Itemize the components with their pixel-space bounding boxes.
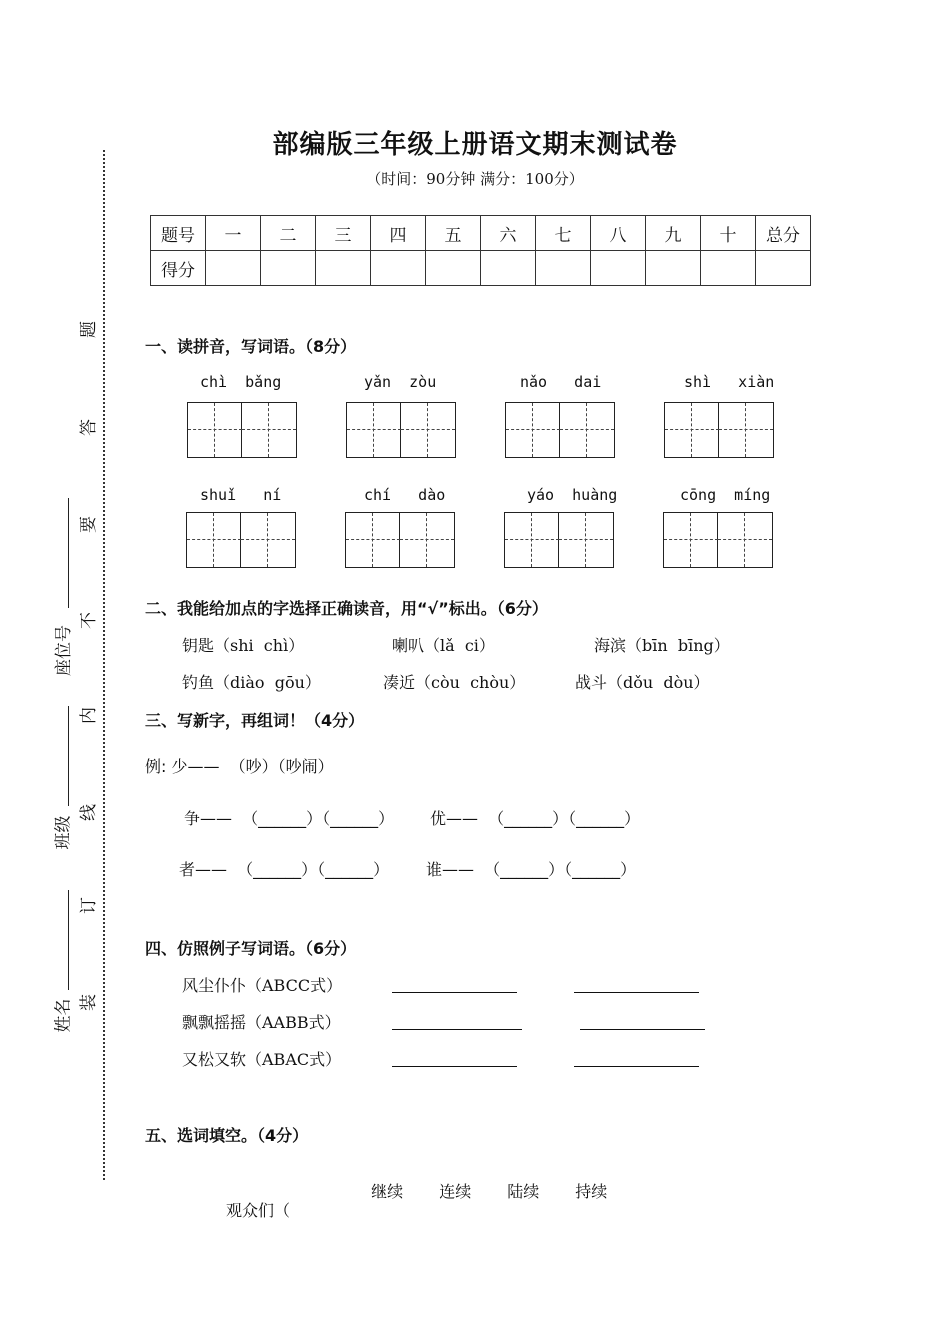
reading-choice[interactable]: 凑近（còu chòu） [383,673,526,692]
score-table-score-row [151,251,811,286]
writing-grid[interactable] [664,402,774,458]
seat-number-field[interactable] [68,498,69,608]
score-header-cell: 八 [591,216,646,251]
word-bank-item: 持续 [575,1182,608,1201]
word-pattern-example: 风尘仆仆（ABCC式） [182,976,343,995]
score-cell[interactable] [371,251,426,286]
pinyin-label: nǎo dai [520,373,602,391]
fill-in-sentence: 观众们（ [226,1201,291,1220]
pinyin-label: shì xiàn [684,373,775,391]
section-1-heading: 一、读拼音，写词语。（8分） [145,337,357,356]
writing-grid[interactable] [505,402,615,458]
binding-notice-char: 线 [79,804,99,821]
seat-number-label: 座位号 [54,625,74,676]
word-bank-item: 继续 [371,1182,404,1201]
reading-choice[interactable]: 海滨（bīn bīng） [594,636,730,655]
score-cell[interactable] [591,251,646,286]
score-header-cell: 五 [426,216,481,251]
section-2-heading: 二、我能给加点的字选择正确读音，用“√”标出。（6分） [145,599,548,618]
answer-blank[interactable] [392,1029,522,1030]
score-cell[interactable] [481,251,536,286]
score-header-cell: 题号 [151,216,206,251]
new-char-exercise[interactable]: 争—— （______）（______） [184,809,395,828]
section-3-heading: 三、写新字，再组词！（4分） [145,711,365,730]
reading-choice[interactable]: 钓鱼（diào gōu） [182,673,321,692]
writing-grid[interactable] [663,512,773,568]
writing-grid[interactable] [186,512,296,568]
binding-notice-char: 不 [79,612,99,629]
name-field[interactable] [68,890,69,990]
new-char-exercise[interactable]: 谁—— （______）（______） [426,860,637,879]
pinyin-label: chì bǎng [200,373,282,391]
writing-grid[interactable] [504,512,614,568]
writing-grid[interactable] [346,402,456,458]
answer-blank[interactable] [392,1066,517,1067]
binding-notice-char: 题 [79,321,99,338]
page-title: 部编版三年级上册语文期末测试卷 [272,130,678,160]
score-header-cell: 一 [206,216,261,251]
binding-notice-char: 答 [79,419,99,436]
exam-info: （时间：90分钟 满分：100分） [366,170,584,188]
score-cell[interactable] [646,251,701,286]
word-pattern-example: 飘飘摇摇（AABB式） [182,1013,341,1032]
word-bank-item: 陆续 [507,1182,540,1201]
answer-blank[interactable] [580,1029,705,1030]
reading-choice[interactable]: 战斗（dǒu dòu） [575,673,710,692]
new-char-exercise[interactable]: 者—— （______）（______） [179,860,390,879]
score-header-cell: 七 [536,216,591,251]
section-5-heading: 五、选词填空。（4分） [145,1126,309,1145]
word-pattern-example: 又松又软（ABAC式） [182,1050,342,1069]
score-cell[interactable] [701,251,756,286]
score-cell[interactable] [261,251,316,286]
reading-choice[interactable]: 喇叭（lǎ ci） [392,636,495,655]
pinyin-label: cōng míng [680,486,771,504]
score-header-cell: 四 [371,216,426,251]
score-header-cell: 总分 [756,216,811,251]
binding-notice-char: 内 [79,707,99,724]
word-bank-item: 连续 [439,1182,472,1201]
score-cell[interactable] [536,251,591,286]
binding-notice-char: 要 [79,516,99,533]
score-header-cell: 二 [261,216,316,251]
score-cell[interactable] [426,251,481,286]
answer-blank[interactable] [574,992,699,993]
score-cell[interactable] [316,251,371,286]
binding-dotted-line [103,150,105,1180]
score-header-cell: 九 [646,216,701,251]
answer-blank[interactable] [574,1066,699,1067]
pinyin-label: yáo huàng [527,486,618,504]
pinyin-label: chí dào [364,486,446,504]
score-header-cell: 十 [701,216,756,251]
name-label: 姓名 [53,998,74,1033]
new-char-exercise[interactable]: 优—— （______）（______） [430,809,641,828]
section-4-heading: 四、仿照例子写词语。（6分） [145,939,357,958]
score-cell[interactable] [206,251,261,286]
score-row-label: 得分 [151,251,206,286]
class-field[interactable] [68,706,69,806]
answer-blank[interactable] [392,992,517,993]
score-table [150,215,811,286]
reading-choice[interactable]: 钥匙（shi chì） [182,636,305,655]
score-header-cell: 六 [481,216,536,251]
binding-notice-char: 装 [79,994,99,1011]
score-table-header-row [151,216,811,251]
example-line: 例: 少—— （吵）（吵闹） [145,757,334,776]
score-cell[interactable] [756,251,811,286]
binding-notice-char: 订 [79,897,99,914]
pinyin-label: shuǐ ní [200,486,282,504]
pinyin-label: yǎn zòu [364,373,437,391]
writing-grid[interactable] [345,512,455,568]
word-bank [361,1160,643,1202]
writing-grid[interactable] [187,402,297,458]
score-header-cell: 三 [316,216,371,251]
class-label: 班级 [53,815,74,850]
